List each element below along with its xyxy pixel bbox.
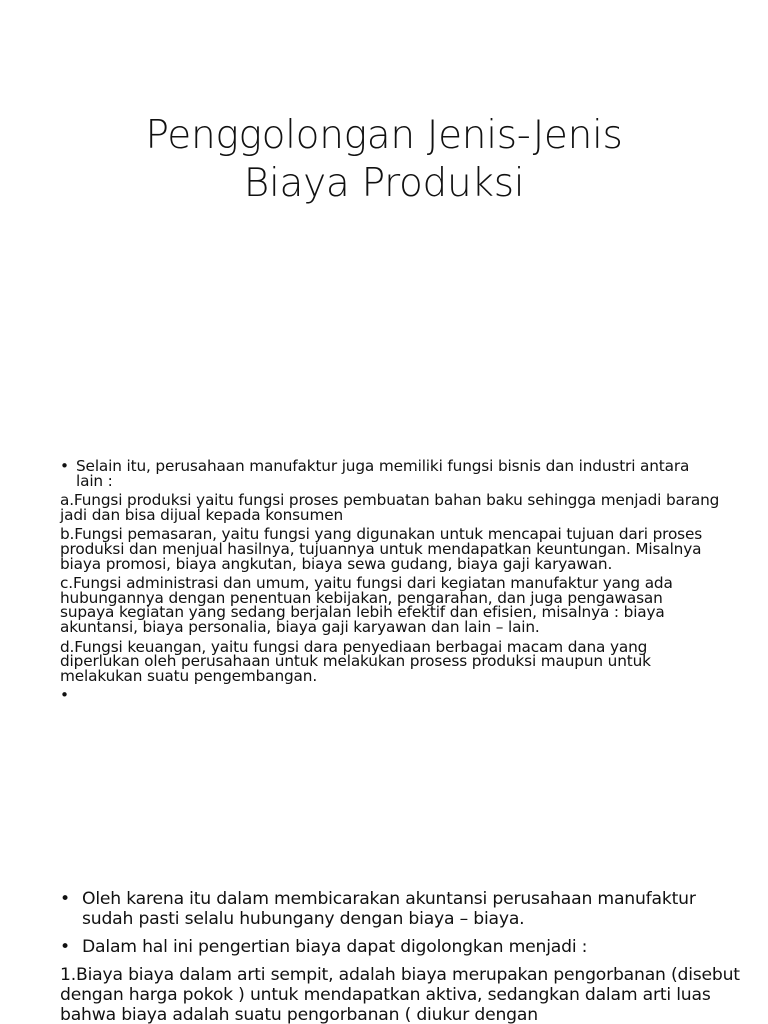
slide-body xyxy=(60,889,740,1024)
slide-business-functions xyxy=(0,432,768,864)
bullet-dot: • xyxy=(60,889,70,909)
item-c: c.Fungsi administrasi dan umum, yaitu fungsi dari kegiatan manufaktur yang ada hubungannya dengan penentuan kebijakan, pengarahan, dan juga pengawasan supaya kegiatan yang sedang berjalan lebih efektif dan efisien, misalnya : biaya akuntansi, biaya personalia, biaya gaji karyawan dan lain – lain. xyxy=(60,574,673,636)
bullet-text: Selain itu, perusahaan manufaktur juga memiliki fungsi bisnis dan industri antara lain : xyxy=(76,457,690,490)
bullet-dot: • xyxy=(60,937,70,957)
bullet-text: Oleh karena itu dalam membicarakan akuntansi perusahaan manufaktur sudah pasti selalu hubungany dengan biaya – biaya. xyxy=(82,889,696,929)
item-1: 1.Biaya biaya dalam arti sempit, adalah biaya merupakan pengorbanan (disebut dengan harga pokok ) untuk mendapatkan aktiva, sedangkan dalam arti luas bahwa biaya adalah suatu pengorbanan ( diukur dengan xyxy=(60,965,740,1024)
item-a: a.Fungsi produksi yaitu fungsi proses pembuatan bahan baku sehingga menjadi barang jadi dan bisa dijual kepada konsumen xyxy=(60,491,720,524)
item-b: b.Fungsi pemasaran, yaitu fungsi yang digunakan untuk mencapai tujuan dari proses produksi dan menjual hasilnya, tujuannya untuk mendapatkan keuntungan. Misalnya biaya promosi, biaya angkutan, biaya sewa gudang, biaya gaji karyawan. xyxy=(60,525,703,573)
page-title xyxy=(0,112,768,208)
bullet-dot: • xyxy=(60,457,69,475)
empty-bullet xyxy=(60,686,720,705)
title-line-2: Biaya Produksi xyxy=(243,161,525,206)
slide-title xyxy=(0,0,768,432)
bullet-dot: • xyxy=(60,686,69,705)
bullet-text: Dalam hal ini pengertian biaya dapat digolongkan menjadi : xyxy=(82,937,588,957)
item-d: d.Fungsi keuangan, yaitu fungsi dara penyediaan berbagai macam dana yang diperlukan oleh perusahaan untuk melakukan prosess produksi maupun untuk melakukan suatu pengembangan. xyxy=(60,637,651,685)
title-line-1: Penggolongan Jenis-Jenis xyxy=(145,113,623,158)
bullet-intro xyxy=(60,459,720,488)
slide-cost-definition xyxy=(0,864,768,1024)
slide-body xyxy=(60,457,720,705)
bullet-2 xyxy=(60,937,740,957)
bullet-1 xyxy=(60,889,740,929)
